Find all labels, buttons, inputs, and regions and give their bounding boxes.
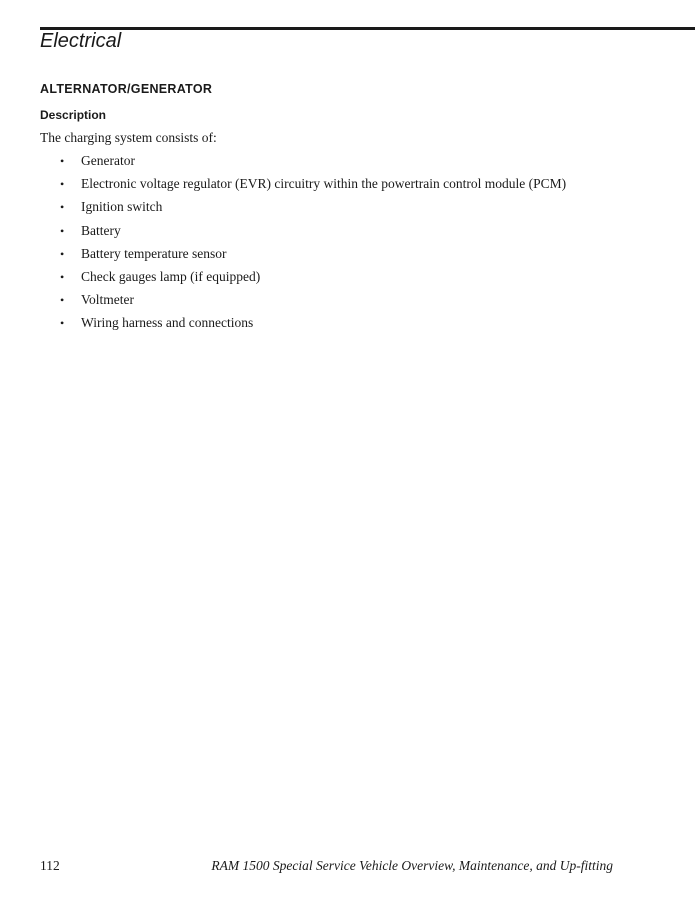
list-item-text: Generator — [81, 153, 135, 168]
intro-paragraph: The charging system consists of: — [40, 130, 217, 145]
bullet-icon: • — [60, 316, 65, 331]
header-rule — [40, 27, 695, 30]
bullet-icon: • — [60, 246, 65, 261]
list-item-text: Electronic voltage regulator (EVR) circuitry within the powertrain control module (PCM) — [81, 176, 567, 192]
section-title: Electrical — [40, 30, 122, 52]
bullet-icon: • — [60, 177, 65, 192]
description-subheading: Description — [40, 108, 107, 122]
document-title: RAM 1500 Special Service Vehicle Overview, Maintenance, and Up-fitting — [211, 858, 613, 873]
list-item-text: Voltmeter — [81, 292, 134, 308]
bullet-icon: • — [60, 269, 65, 284]
bullet-icon: • — [60, 200, 65, 215]
page-number: 112 — [40, 858, 60, 873]
list-item-text: Wiring harness and connections — [81, 315, 254, 331]
list-item — [60, 268, 566, 291]
list-item — [60, 245, 566, 268]
bullet-icon: • — [60, 154, 65, 168]
page-heading: ALTERNATOR/GENERATOR — [40, 82, 213, 96]
list-item — [60, 175, 566, 198]
list-item-text: Battery — [81, 222, 121, 238]
list-item-text: Ignition switch — [81, 199, 163, 215]
list-item-text: Check gauges lamp (if equipped) — [81, 268, 261, 284]
list-item — [60, 198, 566, 221]
bullet-icon: • — [60, 223, 65, 238]
list-item — [60, 222, 566, 245]
list-item — [60, 314, 566, 337]
list-item — [60, 291, 566, 314]
bullet-icon: • — [60, 293, 65, 308]
list-item — [60, 152, 566, 175]
list-item-text: Battery temperature sensor — [81, 245, 227, 261]
component-list — [60, 152, 566, 338]
